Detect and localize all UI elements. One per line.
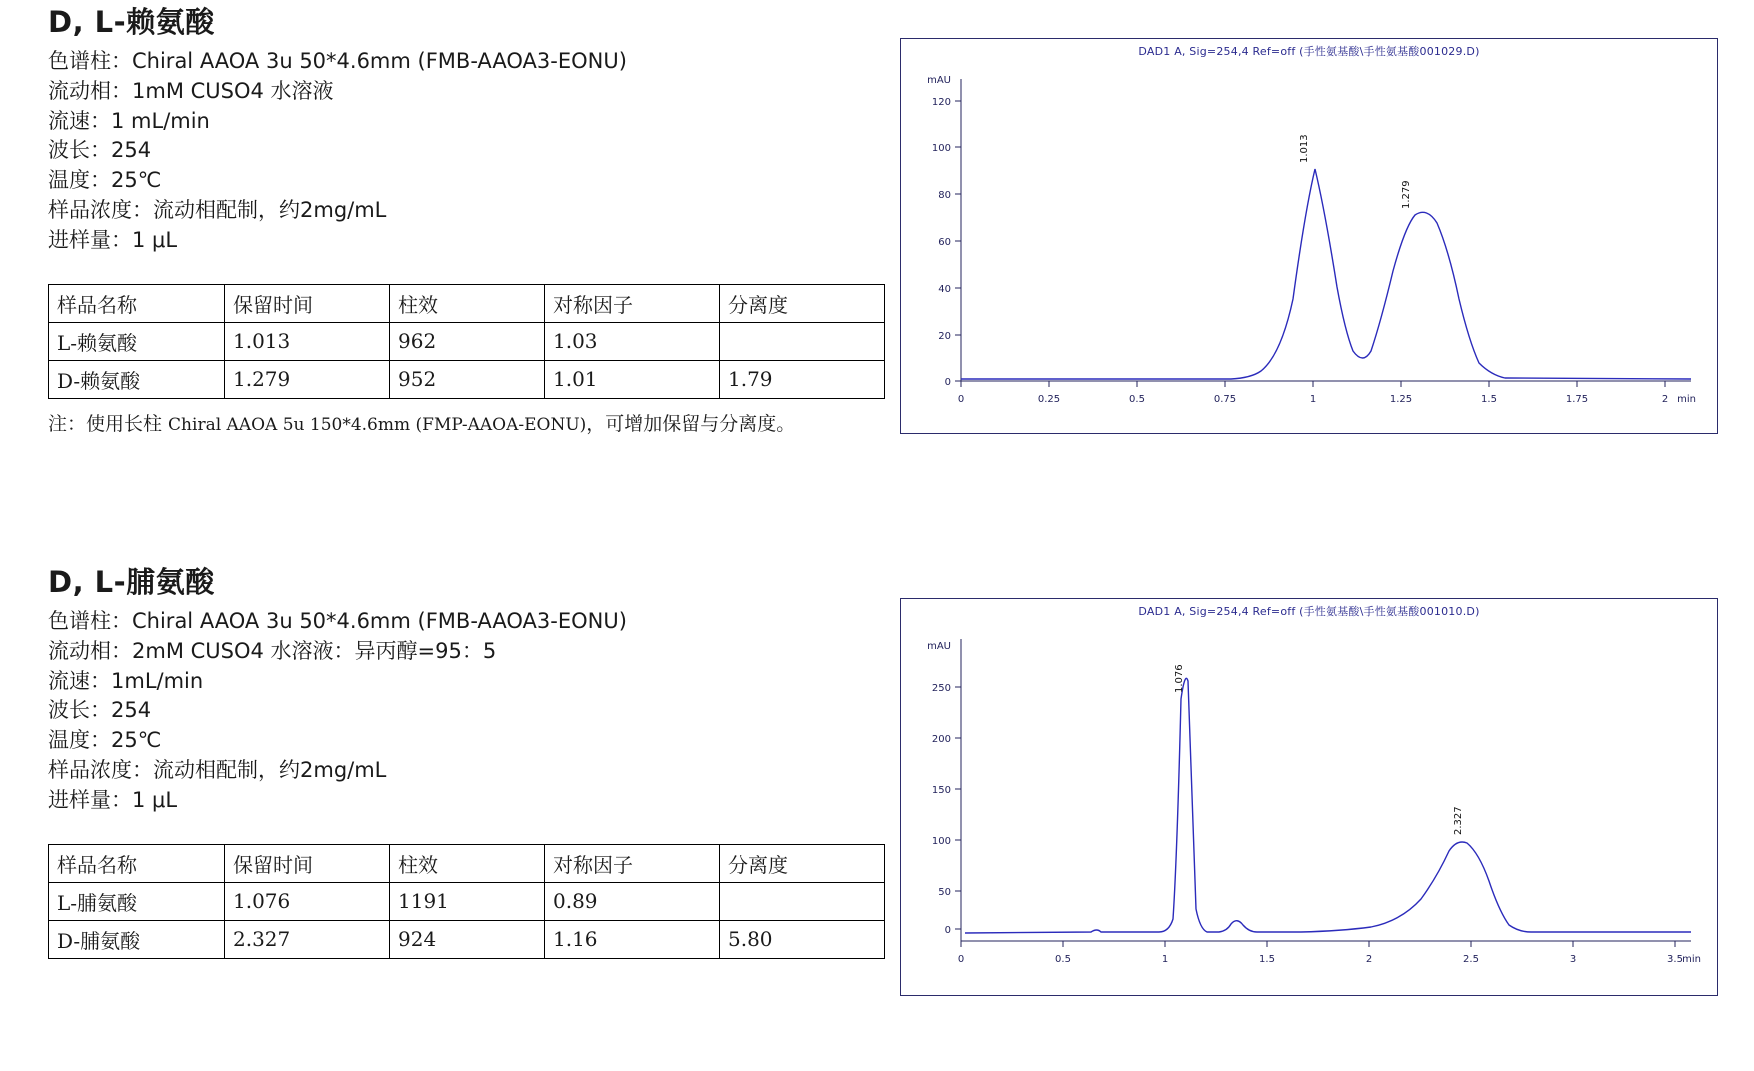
- note-prefix: 注：使用长柱: [48, 412, 169, 435]
- cell-resolution: 5.80: [720, 920, 885, 958]
- svg-text:0: 0: [944, 377, 951, 388]
- svg-text:1.279: 1.279: [1401, 180, 1412, 209]
- svg-text:2.5: 2.5: [1463, 954, 1479, 965]
- svg-text:0: 0: [957, 394, 965, 405]
- cell-sample-name: D-赖氨酸: [49, 360, 225, 398]
- cell-retention-time: 2.327: [225, 920, 390, 958]
- svg-text:min: min: [1682, 954, 1701, 965]
- svg-text:100: 100: [931, 143, 951, 154]
- svg-text:1.25: 1.25: [1389, 394, 1413, 405]
- svg-text:2: 2: [1365, 954, 1373, 965]
- header-retention-time: 保留时间: [225, 844, 390, 882]
- cell-sample-name: L-赖氨酸: [49, 322, 225, 360]
- svg-text:0.25: 0.25: [1037, 394, 1061, 405]
- header-resolution: 分离度: [720, 844, 885, 882]
- cell-resolution: 1.79: [720, 360, 885, 398]
- page-title-2: D, L-脯氨酸: [48, 565, 215, 599]
- svg-text:3: 3: [1569, 954, 1577, 965]
- svg-text:250: 250: [931, 683, 951, 694]
- section-1-left-column: [48, 0, 888, 455]
- param-concentration: 样品浓度：流动相配制，约2mg/mL: [48, 758, 387, 783]
- cell-resolution: [720, 882, 885, 920]
- svg-text:2: 2: [1661, 394, 1669, 405]
- svg-text:200: 200: [931, 734, 951, 745]
- svg-text:3.5: 3.5: [1667, 954, 1683, 965]
- chromatogram-lysine: [900, 38, 1718, 434]
- chromatogram-plot: [901, 59, 1717, 419]
- results-table: [48, 284, 885, 399]
- chromatogram-header-2: DAD1 A, Sig=254,4 Ref=off (手性氨基酸\手性氨基酸001010.D): [1138, 605, 1480, 618]
- cell-retention-time: 1.076: [225, 882, 390, 920]
- cell-symmetry-factor: 1.16: [545, 920, 720, 958]
- note-column-spec: Chiral AAOA 5u 150*4.6mm (FMP-AAOA-EONU): [168, 414, 587, 435]
- cell-column-efficiency: 952: [390, 360, 545, 398]
- chromatogram-plot-2: [901, 619, 1717, 981]
- header-sample-name: 样品名称: [49, 844, 225, 882]
- cell-sample-name: L-脯氨酸: [49, 882, 225, 920]
- svg-text:20: 20: [938, 331, 951, 342]
- svg-text:1.5: 1.5: [1259, 954, 1275, 965]
- cell-symmetry-factor: 1.01: [545, 360, 720, 398]
- param-column: 色谱柱：Chiral AAOA 3u 50*4.6mm (FMB-AAOA3-EONU): [48, 49, 627, 73]
- param-mobile-phase: 流动相：2mM CUSO4 水溶液：异丙醇=95：5: [48, 638, 497, 663]
- param-temperature: 温度：25℃: [48, 728, 162, 753]
- header-retention-time: 保留时间: [225, 284, 390, 322]
- cell-symmetry-factor: 0.89: [545, 882, 720, 920]
- svg-text:60: 60: [938, 237, 951, 248]
- svg-text:1: 1: [1309, 394, 1317, 405]
- table-header-row: [49, 844, 885, 882]
- svg-text:0.5: 0.5: [1055, 954, 1071, 965]
- header-symmetry-factor: 对称因子: [545, 284, 720, 322]
- param-flow-rate: 流速：1 mL/min: [48, 108, 210, 133]
- results-table-2: [48, 844, 885, 959]
- header-column-efficiency: 柱效: [390, 284, 545, 322]
- svg-text:0.75: 0.75: [1213, 394, 1237, 405]
- header-column-efficiency: 柱效: [390, 844, 545, 882]
- chromatogram-header: DAD1 A, Sig=254,4 Ref=off (手性氨基酸\手性氨基酸001029.D): [1138, 45, 1480, 58]
- param-injection-volume: 进样量：1 μL: [48, 227, 178, 252]
- page-title: D, L-赖氨酸: [48, 5, 215, 39]
- cell-column-efficiency: 962: [390, 322, 545, 360]
- header-sample-name: 样品名称: [49, 284, 225, 322]
- svg-text:0.5: 0.5: [1129, 394, 1145, 405]
- chromatogram-proline: [900, 598, 1718, 996]
- param-concentration: 样品浓度：流动相配制，约2mg/mL: [48, 198, 387, 223]
- param-injection-volume: 进样量：1 μL: [48, 787, 178, 812]
- svg-text:mAU: mAU: [927, 641, 951, 652]
- header-symmetry-factor: 对称因子: [545, 844, 720, 882]
- cell-sample-name: D-脯氨酸: [49, 920, 225, 958]
- svg-text:80: 80: [938, 190, 951, 201]
- svg-text:mAU: mAU: [927, 75, 951, 86]
- cell-column-efficiency: 1191: [390, 882, 545, 920]
- svg-text:0: 0: [957, 954, 965, 965]
- svg-text:2.327: 2.327: [1453, 806, 1464, 835]
- cell-retention-time: 1.279: [225, 360, 390, 398]
- svg-text:120: 120: [931, 97, 951, 108]
- svg-text:40: 40: [938, 284, 951, 295]
- svg-text:min: min: [1677, 394, 1696, 405]
- table-row: [49, 920, 885, 958]
- param-temperature: 温度：25℃: [48, 168, 162, 193]
- svg-text:1.75: 1.75: [1565, 394, 1589, 405]
- svg-text:1.076: 1.076: [1174, 664, 1185, 693]
- svg-text:1.5: 1.5: [1481, 394, 1497, 405]
- cell-column-efficiency: 924: [390, 920, 545, 958]
- param-flow-rate: 流速：1mL/min: [48, 668, 204, 693]
- table-row: [49, 882, 885, 920]
- svg-text:1: 1: [1161, 954, 1169, 965]
- svg-text:50: 50: [938, 887, 951, 898]
- header-resolution: 分离度: [720, 284, 885, 322]
- section-2-right-column: [900, 598, 1718, 996]
- table-row: [49, 322, 885, 360]
- section-1-right-column: [900, 38, 1718, 434]
- param-wavelength: 波长：254: [48, 138, 152, 163]
- svg-text:150: 150: [931, 785, 951, 796]
- table-header-row: [49, 284, 885, 322]
- section-2-parameters: [48, 607, 888, 816]
- cell-retention-time: 1.013: [225, 322, 390, 360]
- table-note: [48, 409, 888, 436]
- section-1-parameters: [48, 47, 888, 256]
- svg-text:0: 0: [944, 925, 951, 936]
- param-column: 色谱柱：Chiral AAOA 3u 50*4.6mm (FMB-AAOA3-EONU): [48, 609, 627, 633]
- cell-resolution: [720, 322, 885, 360]
- note-suffix: ，可增加保留与分离度。: [586, 412, 796, 435]
- svg-text:100: 100: [931, 836, 951, 847]
- section-2-left-column: [48, 560, 888, 959]
- param-mobile-phase: 流动相：1mM CUSO4 水溶液: [48, 78, 334, 103]
- param-wavelength: 波长：254: [48, 698, 152, 723]
- table-row: [49, 360, 885, 398]
- cell-symmetry-factor: 1.03: [545, 322, 720, 360]
- svg-text:1.013: 1.013: [1299, 134, 1310, 163]
